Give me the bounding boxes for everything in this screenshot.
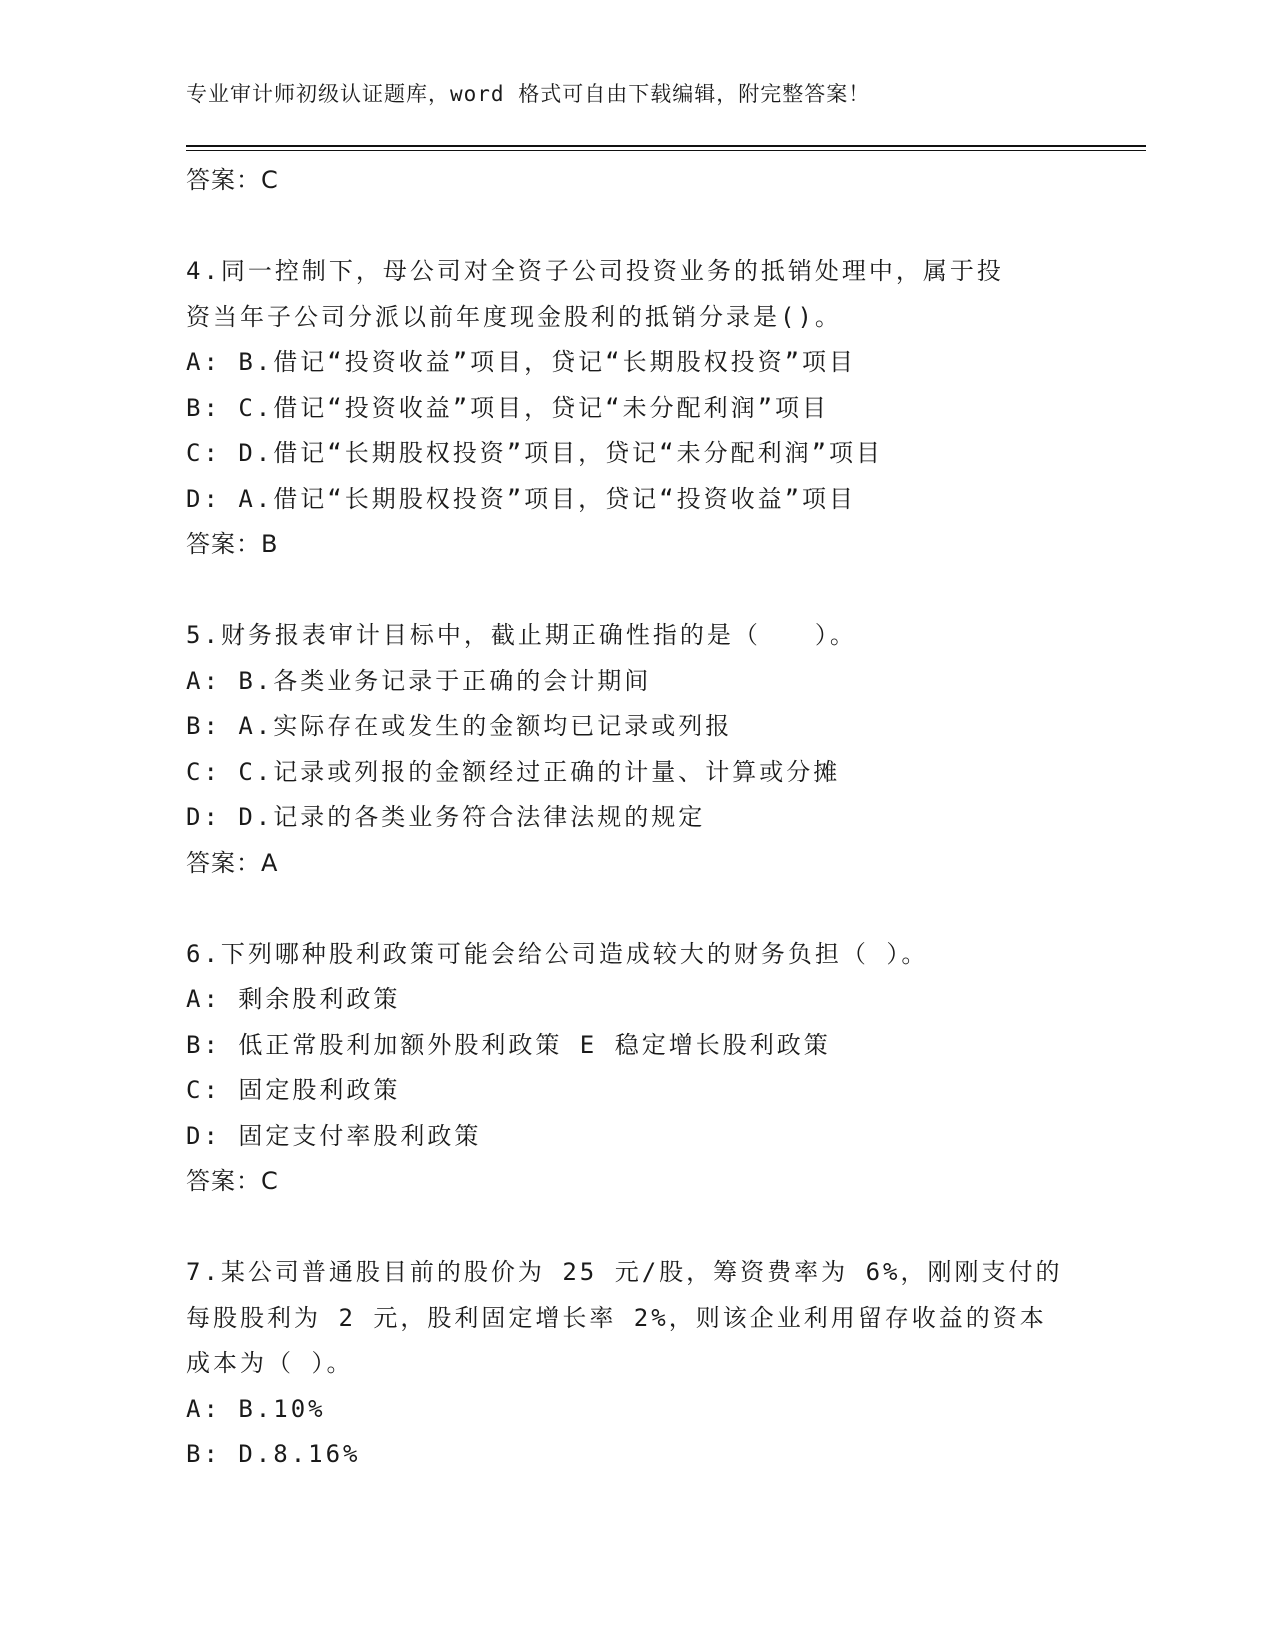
option-a: A: 剩余股利政策 (186, 985, 401, 1013)
option-b: B: A.实际存在或发生的金额均已记录或列报 (186, 712, 733, 740)
question-list (186, 158, 1066, 1478)
answer-line: 答案：A (186, 848, 279, 877)
answer-line: 答案：C (186, 166, 279, 194)
spacer (186, 1205, 1066, 1251)
page-header: 专业审计师初级认证题库，word 格式可自由下载编辑，附完整答案！ (186, 82, 871, 106)
question-block (186, 1250, 1066, 1478)
option-c: C: D.借记“长期股权投资”项目，贷记“未分配利润”项目 (186, 439, 884, 467)
option-c: C: 固定股利政策 (186, 1076, 401, 1104)
spacer (186, 568, 1066, 614)
option-d: D: D.记录的各类业务符合法律法规的规定 (186, 803, 706, 831)
option-a: A: B.借记“投资收益”项目，贷记“长期股权投资”项目 (186, 348, 857, 376)
header-rule (186, 145, 1146, 147)
option-b: B: D.8.16% (186, 1440, 361, 1468)
answer-line: 答案：C (186, 1167, 279, 1195)
spacer (186, 886, 1066, 932)
question-stem: 每股股利为 2 元，股利固定增长率 2%，则该企业利用留存收益的资本 (186, 1303, 1047, 1332)
option-d: D: 固定支付率股利政策 (186, 1121, 482, 1150)
option-a: A: B.各类业务记录于正确的会计期间 (186, 666, 652, 695)
question-stem: 成本为（ ）。 (186, 1349, 354, 1377)
option-b: B: C.借记“投资收益”项目，贷记“未分配利润”项目 (186, 393, 830, 422)
option-a: A: B.10% (186, 1394, 326, 1423)
question-stem: 7.某公司普通股目前的股价为 25 元/股，筹资费率为 6%，刚刚支付的 (186, 1258, 1063, 1286)
answer-line: 答案：B (186, 530, 279, 558)
question-stem: 资当年子公司分派以前年度现金股利的抵销分录是()。 (186, 302, 842, 331)
question-block (186, 932, 1066, 1205)
question-stem: 6.下列哪种股利政策可能会给公司造成较大的财务负担（ ）。 (186, 939, 929, 968)
option-c: C: C.记录或列报的金额经过正确的计量、计算或分摊 (186, 757, 841, 786)
option-d: D: A.借记“长期股权投资”项目，贷记“投资收益”项目 (186, 484, 857, 513)
question-stem: 5.财务报表审计目标中，截止期正确性指的是（ ）。 (186, 621, 857, 649)
option-b: B: 低正常股利加额外股利政策 E 稳定增长股利政策 (186, 1030, 831, 1059)
question-stem: 4.同一控制下，母公司对全资子公司投资业务的抵销处理中，属于投 (186, 257, 1004, 285)
spacer (186, 204, 1066, 250)
question-block (186, 613, 1066, 886)
header-rule-thin (186, 150, 1146, 151)
question-block (186, 249, 1066, 568)
